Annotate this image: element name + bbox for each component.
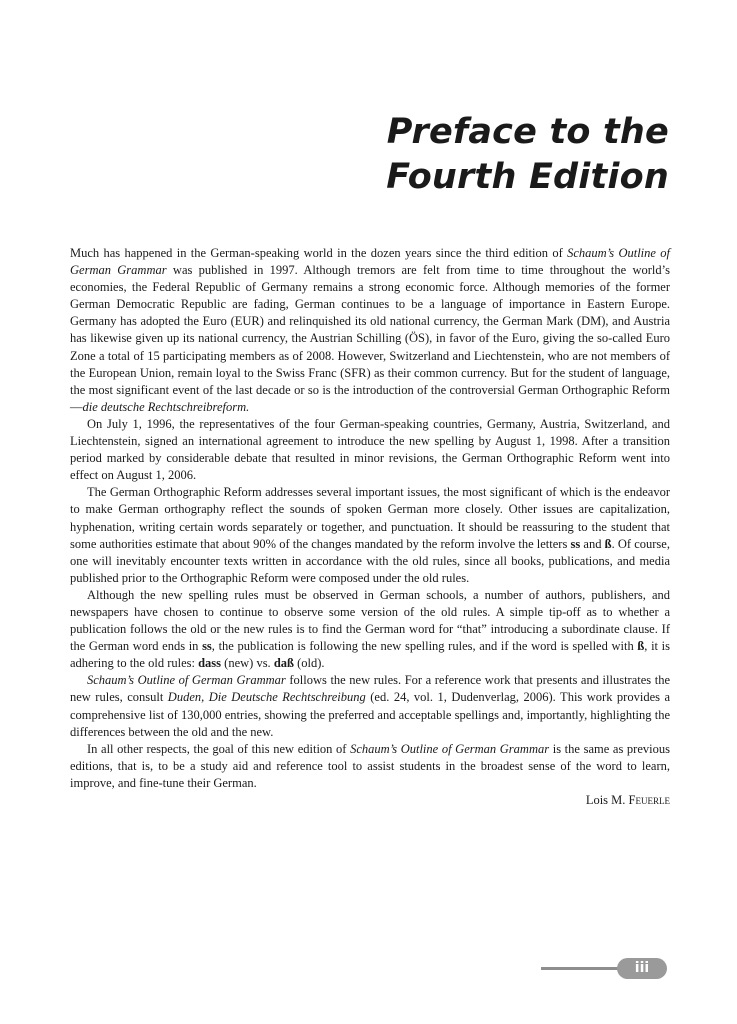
paragraph-5: Schaum’s Outline of German Grammar follows the new rules. For a reference work that presents and illustrates the new rules, consult Duden, Die Deutsche Rechtschreibung (ed. 24, vol. 1, Dudenverlag, 2006). This work provides a comprehensive list of 130,000 entries, showing the preferred and acceptable spellings and, importantly, highlighting the differences between the old and the new. [70,673,671,739]
preface-body [70,245,670,809]
paragraph-2: On July 1, 1996, the representatives of the four German-speaking countries, Germany, Austria, Switzerland, and Liechtenstein, signed an international agreement to introduce the new spelling by August 1, 1998. After a transition period marked by considerable debate that resulted in minor revisions, the German Orthographic Reform went into effect on August 1, 2006. [70,416,670,483]
title-line-2: Fourth Edition [386,157,669,197]
footer-rule [541,967,621,970]
title-line-1: Preface to the [386,112,669,152]
paragraph-4: Although the new spelling rules must be observed in German schools, a number of authors, publishers, and newspapers have chosen to continue to observe some version of the old rules. A simple tip-off as to whether a publication follows the old or the new rules is to find the German word for “that” introducing a subordinate clause. If the German word ends in ss, the publication is following the new spelling rules, and if the word is spelled with ß, it is adhering to the old rules: dass (new) vs. daß (old). [70,587,670,671]
paragraph-1: Much has happened in the German-speaking world in the dozen years since the third edition of Schaum’s Outline of German Grammar was published in 1997. Although tremors are felt from time to time throughout the world’s economies, the Federal Republic of Germany remains a strong economic force. Although memories of the former German Democratic Republic are fading, German continues to be a language of importance in Eastern Europe. Germany has adopted the Euro (EUR) and relinquished its old national currency, the German Mark (DM), and Austria has likewise given up its national currency, the Austrian Schilling (ÖS), in favor of the Euro, giving the so-called Euro Zone a total of 15 participating members as of 2008. However, Switzerland and Liechtenstein, who are not members of the European Union, remain loyal to the Swiss Franc (SFR) as their common currency. But for the student of language, the most significant event of the last decade or so is the introduction of the controversial German Orthographic Reform—die deutsche Rechtschreibreform. [70,246,670,414]
paragraph-3: The German Orthographic Reform addresses several important issues, the most significant of which is the endeavor to make German orthography reflect the sounds of spoken German more closely. Other issues are capitalization, hyphenation, writing certain words separately or together, and punctuation. It should be reassuring to the student that some authorities estimate that about 90% of the changes mandated by the reform involve the letters ss and ß. Of course, one will inevitably encounter texts written in accordance with the old rules, since all books, publications, and media published prior to the Orthographic Reform were composed under the old rules. [70,485,670,585]
chapter-title [386,110,669,200]
page-number: iii [617,958,667,979]
paragraph-6: In all other respects, the goal of this new edition of Schaum’s Outline of German Grammar is the same as previous editions, that is, to be a study aid and reference tool to assist students in the broadest sense of the word to learn, improve, and fine-tune their German. [70,741,670,790]
author-signature: Lois M. Feuerle [585,793,670,807]
